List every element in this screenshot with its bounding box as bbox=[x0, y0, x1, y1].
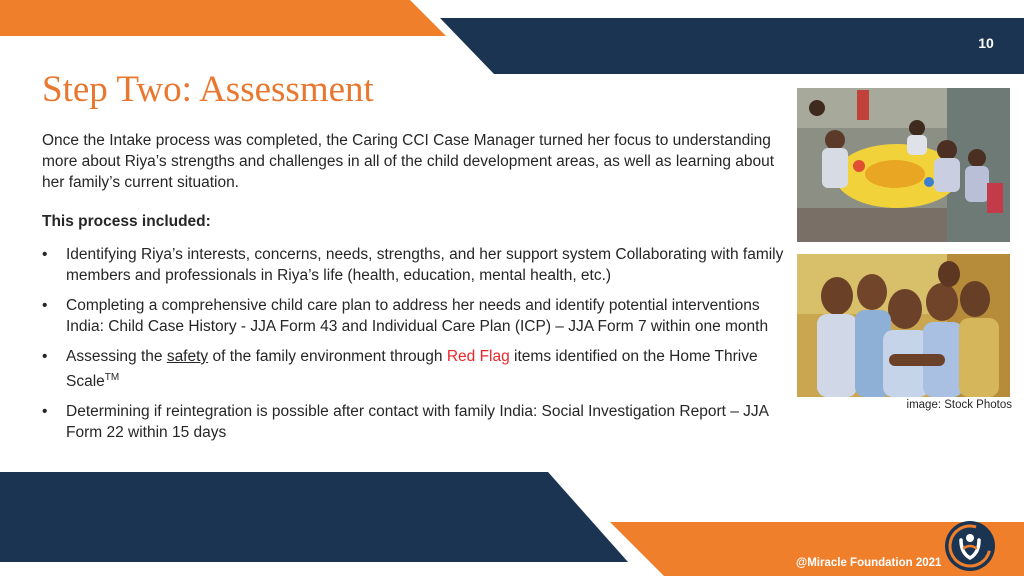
process-list bbox=[42, 245, 787, 453]
bullet-marker: • bbox=[42, 297, 48, 314]
miracle-foundation-logo bbox=[944, 520, 996, 572]
list-item-text: Identifying Riya’s interests, concerns, needs, strengths, and her support system Collaborating with family members and professionals in Riya’s life (health, education, mental health, etc.) bbox=[66, 246, 784, 284]
list-heading: This process included: bbox=[42, 213, 211, 230]
list-item bbox=[42, 347, 787, 392]
footer-navy-band bbox=[0, 472, 640, 562]
slide-title: Step Two: Assessment bbox=[42, 69, 374, 110]
list-item-text bbox=[66, 348, 758, 390]
text-segment: of the family environment through bbox=[208, 348, 447, 365]
text-segment: items identified on the Home Thrive Scale bbox=[66, 348, 758, 390]
list-item-text: Determining if reintegration is possible after contact with family India: Social Investigation Report – JJA Form 22 within 15 days bbox=[66, 403, 769, 441]
image-caption: image: Stock Photos bbox=[906, 399, 1012, 411]
bullet-marker: • bbox=[42, 246, 48, 263]
bullet-marker: • bbox=[42, 348, 48, 365]
trademark-superscript: TM bbox=[104, 371, 120, 383]
list-item-text: Completing a comprehensive child care plan to address her needs and identify potential interventions India: Child Case History - JJA Form 43 and Individual Care Plan (ICP) – JJA Form 7 within one month bbox=[66, 297, 769, 335]
intro-paragraph: Once the Intake process was completed, the Caring CCI Case Manager turned her focus to understanding more about Riya’s strengths and challenges in all of the child development areas, as well as learning about her family’s current situation. bbox=[42, 132, 775, 191]
list-item bbox=[42, 245, 787, 286]
header-orange-band bbox=[0, 0, 450, 36]
header-navy-band bbox=[420, 0, 1024, 74]
safety-link[interactable]: safety bbox=[166, 348, 209, 365]
classroom-photo bbox=[797, 88, 1010, 242]
red-flag-text: Red Flag bbox=[446, 348, 510, 365]
children-group-photo bbox=[797, 254, 1010, 397]
text-segment: Assessing the bbox=[66, 348, 167, 365]
slide-number: 10 bbox=[978, 35, 994, 51]
list-item bbox=[42, 296, 787, 337]
list-item bbox=[42, 402, 787, 443]
footer-copyright: @Miracle Foundation 2021 bbox=[796, 557, 942, 569]
bullet-marker: • bbox=[42, 403, 48, 421]
